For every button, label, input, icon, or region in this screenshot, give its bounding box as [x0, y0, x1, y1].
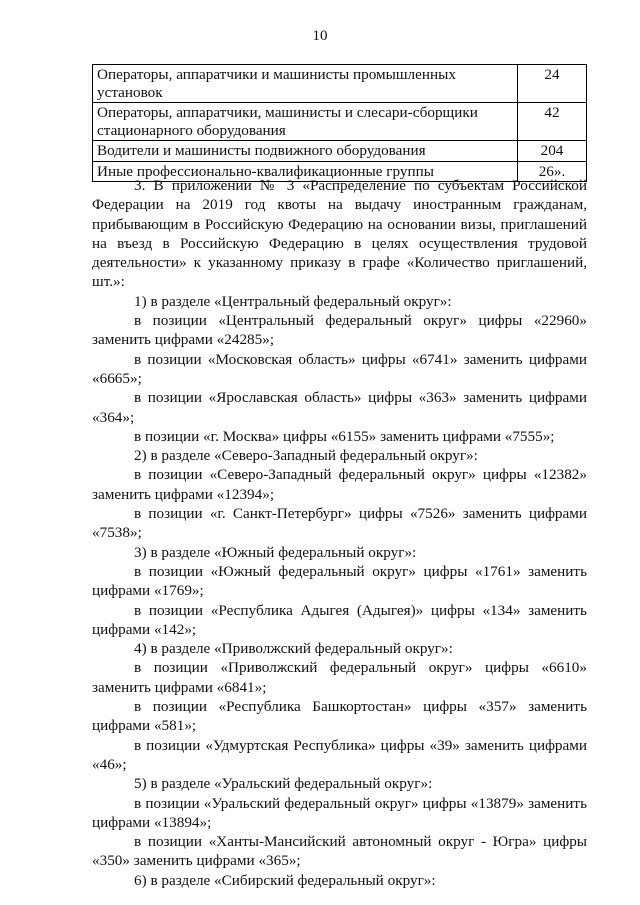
row-label: Иные профессионально-квалификационные группы: [93, 161, 518, 182]
paragraph-section-northwest: 2) в разделе «Северо-Западный федеральный округ»:: [134, 447, 478, 465]
table-row: [93, 141, 587, 162]
paragraph: в позиции «Северо-Западный федеральный округ» цифры «12382» заменить цифрами «12394»;: [92, 466, 587, 503]
paragraph: в позиции «г. Москва» цифры «6155» заменить цифрами «7555»;: [134, 427, 555, 445]
row-value: 204: [518, 141, 587, 162]
paragraph-section-volga: 4) в разделе «Приволжский федеральный округ»:: [134, 640, 453, 658]
paragraph: в позиции «Московская область» цифры «6741» заменить цифрами «6665»;: [92, 350, 587, 387]
row-label: Операторы, аппаратчики, машинисты и слесари-сборщики стационарного оборудования: [93, 103, 518, 141]
paragraph: в позиции «Уральский федеральный округ» цифры «13879» заменить цифрами «13894»;: [92, 794, 587, 831]
quota-table: [92, 64, 587, 182]
paragraph-intro: 3. В приложении № 3 «Распределение по субъектам Российской Федерации на 2019 год квоты на выдачу иностранным гражданам, прибывающим в Российскую Федерацию на основании визы, приглашений на въезд в Российскую Федерацию в целях осуществления трудовой деятельности» к указанному приказу в графе «Количество приглашений, шт.»:: [92, 177, 587, 291]
paragraph: в позиции «Республика Башкортостан» цифры «357» заменить цифрами «581»;: [92, 698, 587, 735]
row-label: Водители и машинисты подвижного оборудования: [93, 141, 518, 162]
paragraph-section-siberia: 6) в разделе «Сибирский федеральный округ»:: [134, 871, 436, 889]
row-label: Операторы, аппаратчики и машинисты промышленных установок: [93, 65, 518, 103]
table-row: [93, 103, 587, 141]
paragraph: в позиции «Центральный федеральный округ» цифры «22960» заменить цифрами «24285»;: [92, 312, 587, 349]
row-value: 26».: [518, 161, 587, 182]
row-value: 42: [518, 103, 587, 141]
paragraph-section-south: 3) в разделе «Южный федеральный округ»:: [134, 543, 417, 561]
paragraph: в позиции «Удмуртская Республика» цифры «39» заменить цифрами «46»;: [92, 736, 587, 773]
paragraph: в позиции «Республика Адыгея (Адыгея)» цифры «134» заменить цифрами «142»;: [92, 601, 587, 638]
table-row: [93, 65, 587, 103]
paragraph-section-central: 1) в разделе «Центральный федеральный округ»:: [134, 292, 452, 310]
paragraph: в позиции «Ярославская область» цифры «363» заменить цифрами «364»;: [92, 389, 587, 426]
paragraph: в позиции «г. Санкт-Петербург» цифры «7526» заменить цифрами «7538»;: [92, 505, 587, 542]
page-number: 10: [312, 28, 328, 44]
paragraph: в позиции «Ханты-Мансийский автономный округ - Югра» цифры «350» заменить цифрами «365»;: [92, 833, 587, 870]
paragraph: в позиции «Южный федеральный округ» цифры «1761» заменить цифрами «1769»;: [92, 562, 587, 600]
paragraph-section-ural: 5) в разделе «Уральский федеральный округ»:: [134, 775, 433, 793]
paragraph: в позиции «Приволжский федеральный округ» цифры «6610» заменить цифрами «6841»;: [92, 659, 587, 696]
row-value: 24: [518, 65, 587, 103]
document-body: [92, 176, 587, 890]
